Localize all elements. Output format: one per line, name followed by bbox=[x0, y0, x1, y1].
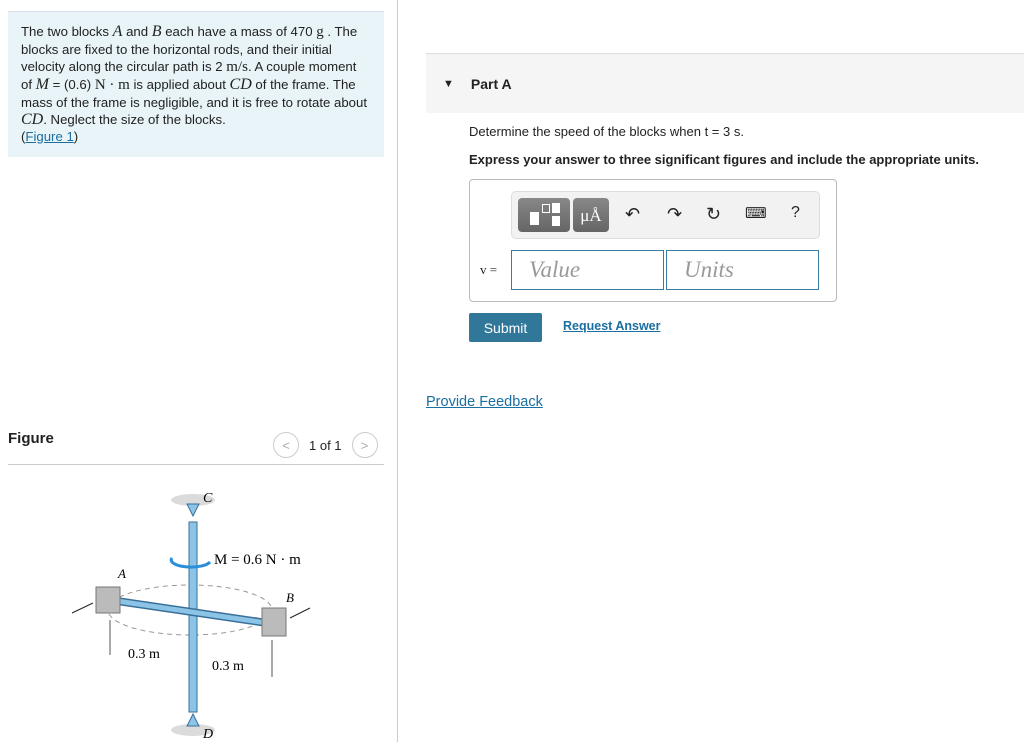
math: g bbox=[316, 24, 324, 40]
text: = (0.6) bbox=[49, 77, 95, 92]
text: . Neglect the size of the blocks. bbox=[43, 112, 226, 127]
block-b bbox=[262, 608, 286, 636]
question-text: Determine the speed of the blocks when t = 3 s. bbox=[469, 124, 744, 139]
dimension-label: 0.3 m bbox=[212, 659, 244, 674]
label-c: C bbox=[203, 491, 213, 506]
part-title: Part A bbox=[470, 75, 512, 92]
label-a: A bbox=[118, 566, 126, 581]
text: ) bbox=[73, 129, 79, 144]
units-button[interactable]: μÅ bbox=[573, 198, 609, 232]
provide-feedback-link[interactable]: Provide Feedback bbox=[426, 394, 543, 410]
collapse-triangle-icon[interactable]: ▼ bbox=[443, 77, 454, 90]
math: CD bbox=[21, 111, 44, 128]
figure-pager bbox=[273, 432, 378, 458]
variable-label: v = bbox=[480, 262, 498, 277]
text: The two blocks bbox=[21, 24, 113, 39]
figure-title: Figure bbox=[8, 430, 54, 447]
next-figure-button[interactable]: > bbox=[352, 432, 378, 458]
figure-diagram bbox=[60, 480, 340, 742]
velocity-arrow-a bbox=[72, 603, 93, 613]
math: A bbox=[112, 23, 123, 40]
instruction-text: Express your answer to three significant figures and include the appropriate units. bbox=[469, 152, 979, 167]
templates-button[interactable] bbox=[518, 198, 570, 232]
label-d: D bbox=[203, 727, 214, 742]
text: ( bbox=[21, 129, 26, 144]
text: is applied about bbox=[129, 77, 230, 92]
problem-statement bbox=[8, 11, 384, 157]
page-indicator: 1 of 1 bbox=[309, 437, 342, 453]
text: . A couple moment of bbox=[21, 59, 357, 92]
prev-figure-button[interactable]: < bbox=[273, 432, 299, 458]
keyboard-icon[interactable]: ⌨ bbox=[745, 205, 767, 222]
math: CD bbox=[229, 76, 252, 93]
units-input[interactable]: Units bbox=[666, 250, 819, 290]
redo-icon[interactable]: ↷ bbox=[667, 204, 683, 224]
math: m/s bbox=[226, 59, 248, 75]
vertical-shaft bbox=[189, 522, 197, 712]
label-b: B bbox=[286, 590, 294, 605]
panel-divider bbox=[397, 0, 398, 742]
math: B bbox=[151, 23, 162, 40]
part-a-header[interactable] bbox=[426, 53, 1024, 113]
block-a bbox=[96, 587, 120, 613]
math: N · m bbox=[94, 77, 130, 93]
text: each have a mass of 470 bbox=[161, 24, 317, 39]
value-input[interactable]: Value bbox=[511, 250, 664, 290]
undo-icon[interactable]: ↶ bbox=[625, 204, 641, 224]
math: M bbox=[35, 76, 49, 93]
text: and bbox=[122, 24, 152, 39]
divider bbox=[8, 464, 384, 465]
dimension-label: 0.3 m bbox=[128, 647, 160, 662]
reset-icon[interactable]: ↻ bbox=[706, 204, 722, 224]
submit-button[interactable]: Submit bbox=[469, 313, 542, 342]
request-answer-link[interactable]: Request Answer bbox=[563, 319, 661, 333]
text: of the frame. The mass of the frame is negligible, and it is free to rotate about bbox=[21, 77, 367, 110]
help-button[interactable]: ? bbox=[791, 204, 800, 221]
velocity-arrow-b bbox=[290, 608, 310, 618]
figure-link[interactable]: Figure 1 bbox=[25, 129, 74, 144]
text: . The blocks are fixed to the horizontal rods, and their initial velocity along the circular path is 2 bbox=[21, 24, 358, 74]
math-toolbar bbox=[511, 191, 820, 239]
moment-label: M = 0.6 N · m bbox=[214, 552, 301, 568]
